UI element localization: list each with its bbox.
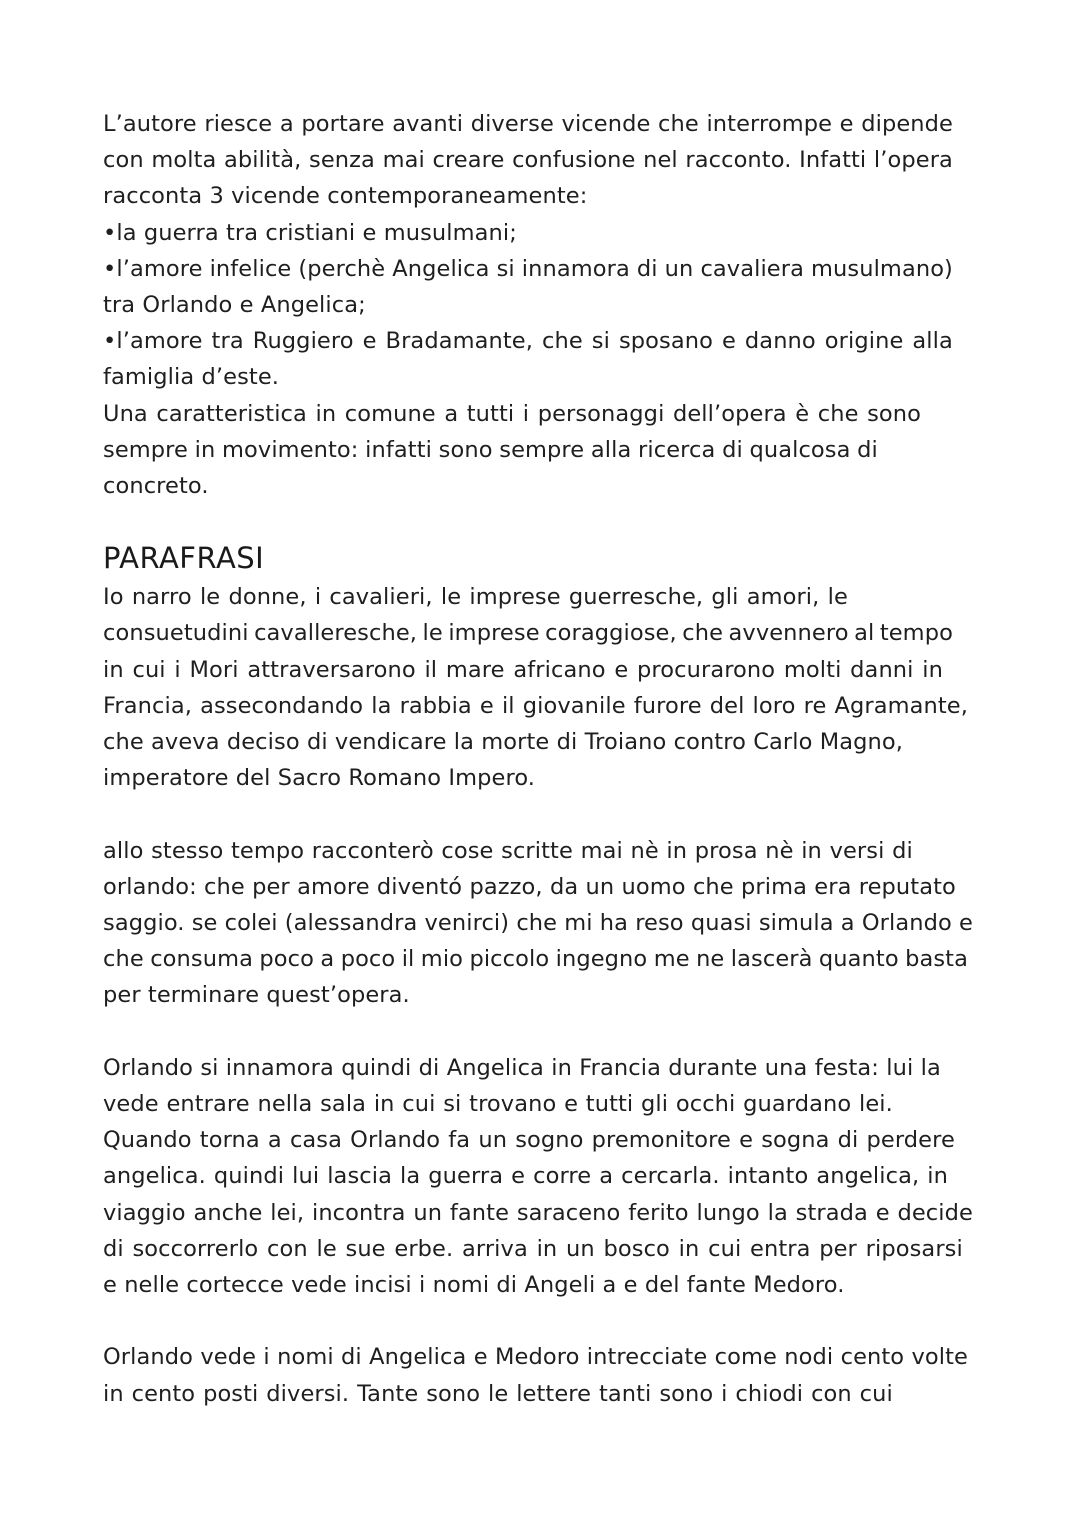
bullet-item: •l’amore infelice (perchè Angelica si innamora di un cavaliera musulmano)	[103, 255, 953, 282]
text-line: vede entrare nella sala in cui si trovano e tutti gli occhi guardano lei.	[103, 1091, 893, 1118]
text-line: e nelle cortecce vede incisi i nomi di Angeli a e del fante Medoro.	[103, 1272, 845, 1299]
text-line: viaggio anche lei, incontra un fante saraceno ferito lungo la strada e decide	[103, 1199, 973, 1226]
text-line: in cento posti diversi. Tante sono le lettere tanti sono i chiodi con cui	[103, 1380, 893, 1407]
text-line: per terminare quest’opera.	[103, 982, 410, 1009]
bullet-item: •l’amore tra Ruggiero e Bradamante, che si sposano e danno origine alla	[103, 328, 953, 355]
text-line: famiglia d’este.	[103, 364, 280, 391]
paraphrase-paragraph-3	[103, 1050, 983, 1303]
document-page	[103, 106, 983, 1412]
text-line: angelica. quindi lui lascia la guerra e corre a cercarla. intanto angelica, in	[103, 1163, 948, 1190]
text-line: che consuma poco a poco il mio piccolo ingegno me ne lascerà quanto basta	[103, 946, 968, 973]
paraphrase-paragraph-1	[103, 579, 983, 796]
text-line: sempre in movimento: infatti sono sempre alla ricerca di qualcosa di	[103, 436, 878, 463]
text-line: di soccorrerlo con le sue erbe. arriva in un bosco in cui entra per riposarsi	[103, 1235, 963, 1262]
text-line: Quando torna a casa Orlando fa un sogno premonitore e sogna di perdere	[103, 1127, 955, 1154]
text-line: orlando: che per amore diventó pazzo, da un uomo che prima era reputato	[103, 873, 956, 900]
section-heading: PARAFRASI	[103, 541, 265, 576]
text-line: imperatore del Sacro Romano Impero.	[103, 765, 536, 792]
text-line: Una caratteristica in comune a tutti i personaggi dell’opera è che sono	[103, 400, 921, 427]
text-line: saggio. se colei (alessandra venirci) che mi ha reso quasi simula a Orlando e	[103, 910, 973, 937]
text-line: Francia, assecondando la rabbia e il giovanile furore del loro re Agramante,	[103, 692, 968, 719]
text-line: L’autore riesce a portare avanti diverse vicende che interrompe e dipende	[103, 111, 953, 137]
text-line: concreto.	[103, 473, 209, 500]
text-line: consuetudini cavalleresche, le imprese coraggiose, che avvennero al tempo	[103, 620, 953, 647]
paraphrase-paragraph-4	[103, 1339, 983, 1411]
text-line: tra Orlando e Angelica;	[103, 292, 366, 319]
text-line: con molta abilità, senza mai creare confusione nel racconto. Infatti l’opera	[103, 147, 953, 174]
text-line: in cui i Mori attraversarono il mare africano e procurarono molti danni in	[103, 656, 943, 683]
paragraph-gap	[103, 796, 983, 832]
paragraph-gap	[103, 1303, 983, 1339]
intro-paragraph	[103, 106, 983, 504]
text-line: Io narro le donne, i cavalieri, le imprese guerresche, gli amori, le	[103, 584, 848, 611]
paragraph-gap	[103, 1014, 983, 1050]
text-line: che aveva deciso di vendicare la morte di Troiano contro Carlo Magno,	[103, 729, 903, 756]
text-line: allo stesso tempo racconterò cose scritte mai nè in prosa nè in versi di	[103, 837, 913, 864]
bullet-item: •la guerra tra cristiani e musulmani;	[103, 219, 517, 246]
text-line: racconta 3 vicende contemporaneamente:	[103, 183, 588, 210]
text-line: Orlando si innamora quindi di Angelica in Francia durante una festa: lui la	[103, 1054, 941, 1081]
text-line: Orlando vede i nomi di Angelica e Medoro intrecciate come nodi cento volte	[103, 1344, 968, 1371]
paraphrase-paragraph-2	[103, 833, 983, 1014]
